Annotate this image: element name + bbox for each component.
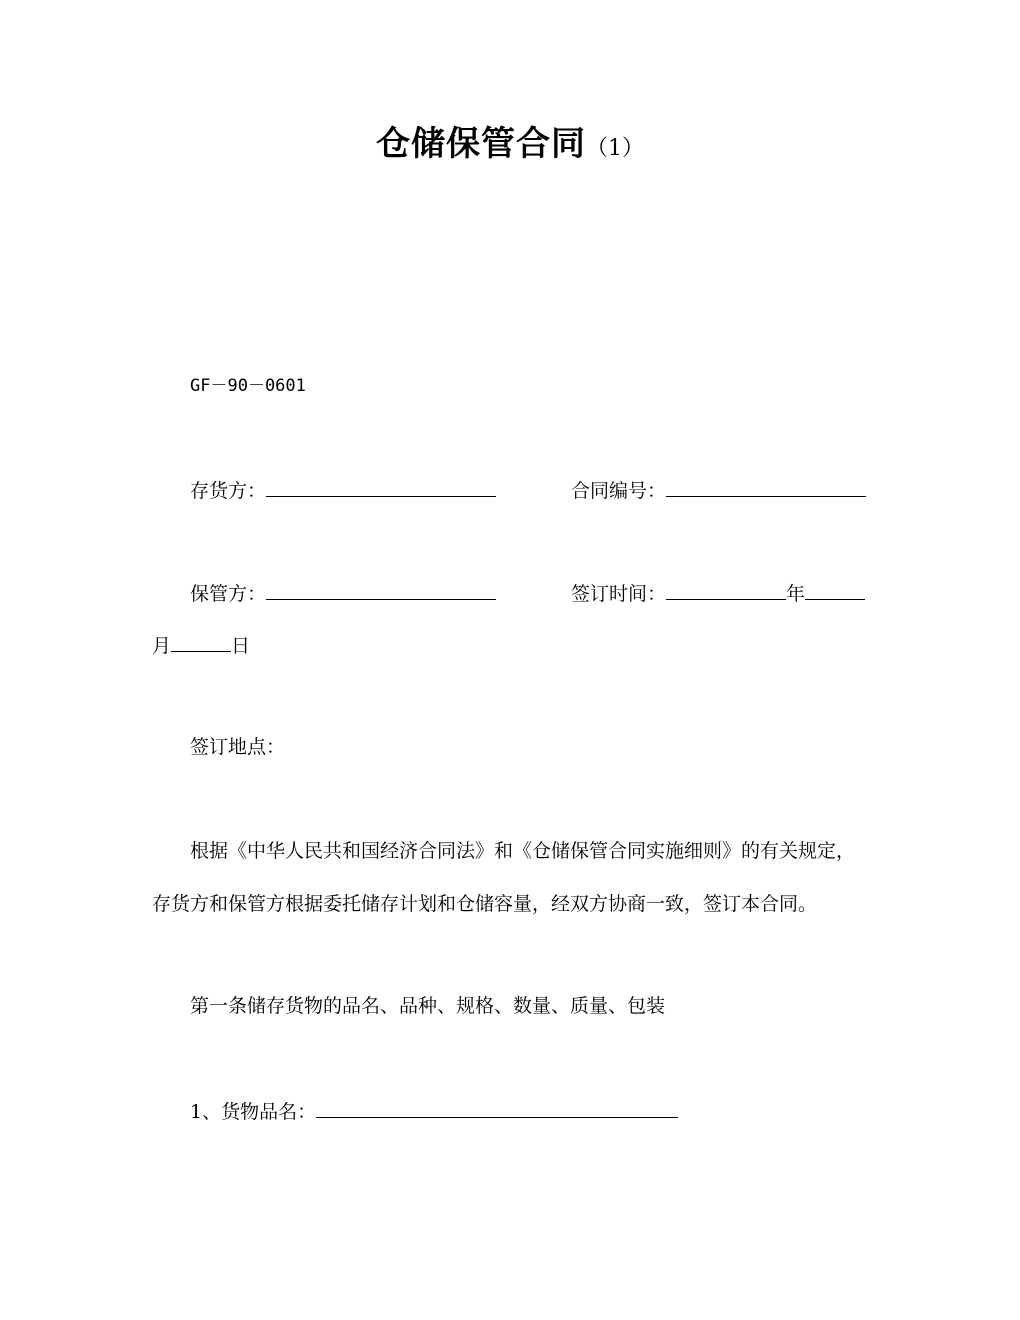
intro-line-1: 根据《中华人民共和国经济合同法》和《仓储保管合同实施细则》的有关规定， [190, 840, 856, 862]
article-1-heading: 第一条储存货物的品名、品种、规格、数量、质量、包装 [190, 995, 666, 1017]
title-text: 仓储保管合同 [376, 124, 586, 164]
day-label: 日 [231, 635, 251, 657]
title-suffix: （1） [586, 136, 644, 161]
depositor-label: 存货方： [190, 480, 267, 502]
goods-name-blank[interactable] [316, 1097, 678, 1118]
item-1-label: 1、货物品名： [190, 1101, 317, 1123]
sign-date-continued [152, 631, 250, 659]
sign-place-label: 签订地点： [190, 736, 286, 758]
contract-code: GF－90－0601 [190, 376, 306, 396]
document-title [0, 120, 1020, 174]
month-blank[interactable] [805, 579, 865, 600]
custodian-label: 保管方： [190, 583, 267, 605]
depositor-blank[interactable] [266, 476, 496, 497]
custodian-row [190, 579, 496, 607]
sign-time-row [571, 579, 865, 607]
contract-no-blank[interactable] [666, 476, 866, 497]
item-1-row [190, 1097, 678, 1125]
day-blank[interactable] [171, 631, 231, 652]
depositor-row [190, 476, 496, 504]
year-blank[interactable] [666, 579, 786, 600]
sign-place-row [190, 734, 285, 760]
custodian-blank[interactable] [266, 579, 496, 600]
sign-time-label: 签订时间： [571, 583, 667, 605]
intro-line-2: 存货方和保管方根据委托储存计划和仓储容量，经双方协商一致，签订本合同。 [152, 893, 818, 915]
year-label: 年 [786, 583, 806, 605]
contract-no-label: 合同编号： [571, 480, 667, 502]
contract-no-row [571, 476, 866, 504]
month-label: 月 [152, 635, 172, 657]
